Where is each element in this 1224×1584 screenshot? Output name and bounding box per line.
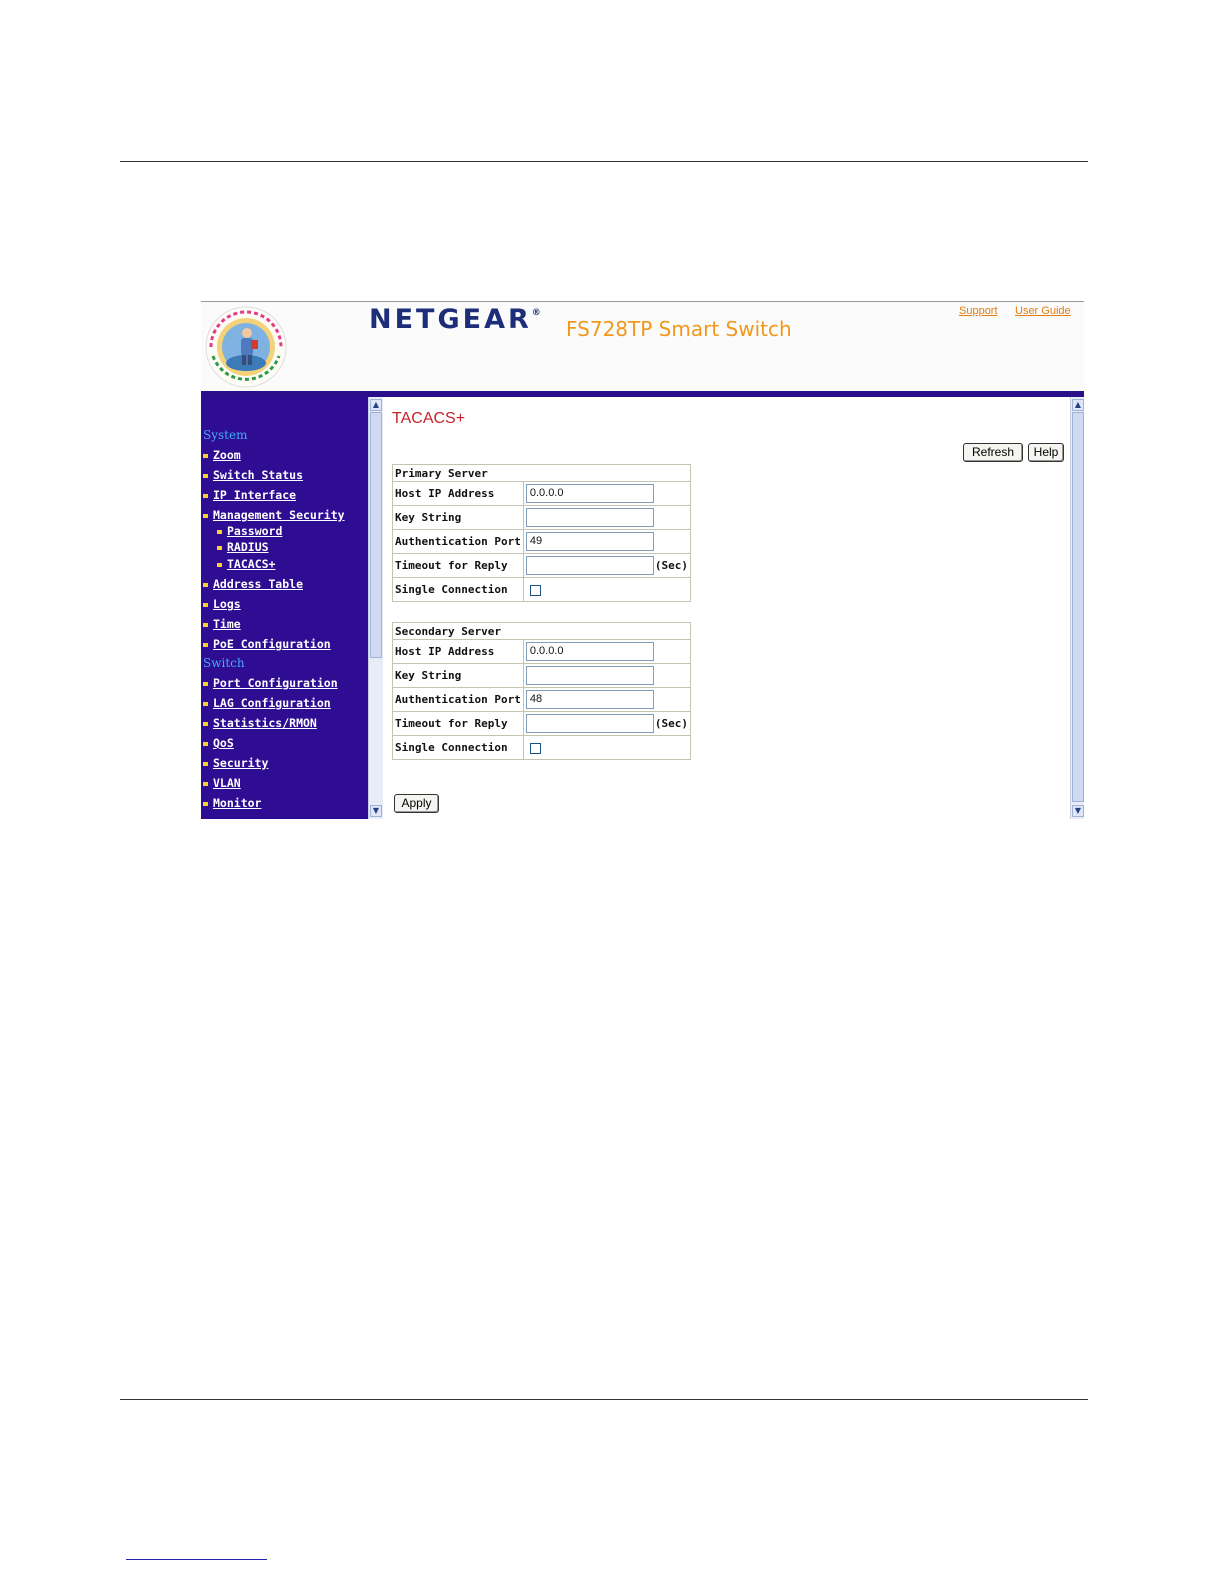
switch-web-ui-screenshot [201,301,1084,819]
refresh-button[interactable]: Refresh [963,443,1023,462]
registered-mark: ® [531,308,541,318]
primary-host-ip-input[interactable]: 0.0.0.0 [526,484,654,503]
content-scroll-thumb[interactable] [1072,412,1084,802]
primary-key-string-input[interactable] [526,508,654,527]
bullet-icon [203,623,208,627]
primary-server-table [392,464,691,602]
bullet-icon [203,494,208,498]
nav-item-zoom[interactable]: Zoom [213,448,241,462]
nav-scroll-thumb[interactable] [370,412,382,658]
primary-single-connection-label: Single Connection [393,578,524,602]
scroll-up-arrow-icon[interactable]: ▲ [1072,399,1084,411]
header [201,302,1084,391]
user-guide-link[interactable]: User Guide [1015,305,1071,317]
nav-item-management-security[interactable]: Management Security [213,508,345,522]
secondary-key-string-input[interactable] [526,666,654,685]
bullet-icon [203,583,208,587]
nav-subitem-password[interactable]: Password [227,524,283,538]
secondary-timeout-unit: (Sec) [654,717,688,730]
bullet-icon [217,530,222,534]
nav-item-ip-interface[interactable]: IP Interface [213,488,297,502]
primary-auth-port-label: Authentication Port [393,530,524,554]
scroll-up-arrow-icon[interactable]: ▲ [370,399,382,411]
primary-timeout-input[interactable] [526,556,654,575]
bullet-icon [203,702,208,706]
secondary-auth-port-label: Authentication Port [393,688,524,712]
nav-item-monitor[interactable]: Monitor [213,796,262,810]
bullet-icon [217,563,222,567]
nav-item-vlan[interactable]: VLAN [213,776,241,790]
nav-item-lag-configuration[interactable]: LAG Configuration [213,696,331,710]
bullet-icon [217,546,222,550]
secondary-host-ip-input[interactable]: 0.0.0.0 [526,642,654,661]
bullet-icon [203,782,208,786]
nav-heading-switch: Switch [203,656,245,670]
nav-item-port-configuration[interactable]: Port Configuration [213,676,338,690]
bullet-icon [203,762,208,766]
bullet-icon [203,514,208,518]
help-button[interactable]: Help [1028,443,1064,462]
nav-item-logs[interactable]: Logs [213,597,241,611]
secondary-single-connection-label: Single Connection [393,736,524,760]
left-navigation [201,397,368,819]
nav-item-poe-configuration[interactable]: PoE Configuration [213,637,331,651]
nav-item-switch-status[interactable]: Switch Status [213,468,304,482]
scroll-down-arrow-icon[interactable]: ▼ [1072,805,1084,817]
primary-auth-port-input[interactable]: 49 [526,532,654,551]
bullet-icon [203,722,208,726]
bullet-icon [203,603,208,607]
secondary-auth-port-input[interactable]: 48 [526,690,654,709]
content-frame [383,397,1069,819]
nav-item-statistics-rmon[interactable]: Statistics/RMON [213,716,317,730]
nav-item-time[interactable]: Time [213,617,241,631]
page-title: TACACS+ [392,410,466,427]
netgear-brand: NETGEAR® [369,304,541,335]
primary-timeout-label: Timeout for Reply [393,554,524,578]
page-bottom-rule [120,1399,1088,1400]
secondary-timeout-label: Timeout for Reply [393,712,524,736]
primary-single-connection-checkbox[interactable] [530,585,541,596]
nav-heading-system: System [203,428,248,442]
bullet-icon [203,742,208,746]
page-top-rule [120,161,1088,162]
bullet-icon [203,643,208,647]
nav-item-qos[interactable]: QoS [213,736,234,750]
content-scrollbar[interactable] [1070,397,1084,819]
scroll-down-arrow-icon[interactable]: ▼ [370,805,382,817]
primary-timeout-unit: (Sec) [654,559,688,572]
product-name: FS728TP Smart Switch [566,317,792,341]
bullet-icon [203,474,208,478]
nav-subitem-tacacs[interactable]: TACACS+ [227,557,276,571]
footer-link-underline [126,1559,267,1560]
nav-subitem-radius[interactable]: RADIUS [227,540,269,554]
primary-key-string-label: Key String [393,506,524,530]
nav-item-address-table[interactable]: Address Table [213,577,304,591]
primary-host-ip-label: Host IP Address [393,482,524,506]
primary-server-heading: Primary Server [393,465,691,482]
secondary-key-string-label: Key String [393,664,524,688]
nav-scrollbar[interactable] [368,397,383,819]
bullet-icon [203,682,208,686]
apply-button[interactable]: Apply [394,794,439,813]
secondary-timeout-input[interactable] [526,714,654,733]
secondary-server-heading: Secondary Server [393,623,691,640]
secondary-server-table [392,622,691,760]
secondary-single-connection-checkbox[interactable] [530,743,541,754]
secondary-host-ip-label: Host IP Address [393,640,524,664]
netgear-globe-logo-icon [203,306,289,388]
support-link[interactable]: Support [959,305,998,317]
bullet-icon [203,454,208,458]
nav-item-security[interactable]: Security [213,756,269,770]
bullet-icon [203,802,208,806]
